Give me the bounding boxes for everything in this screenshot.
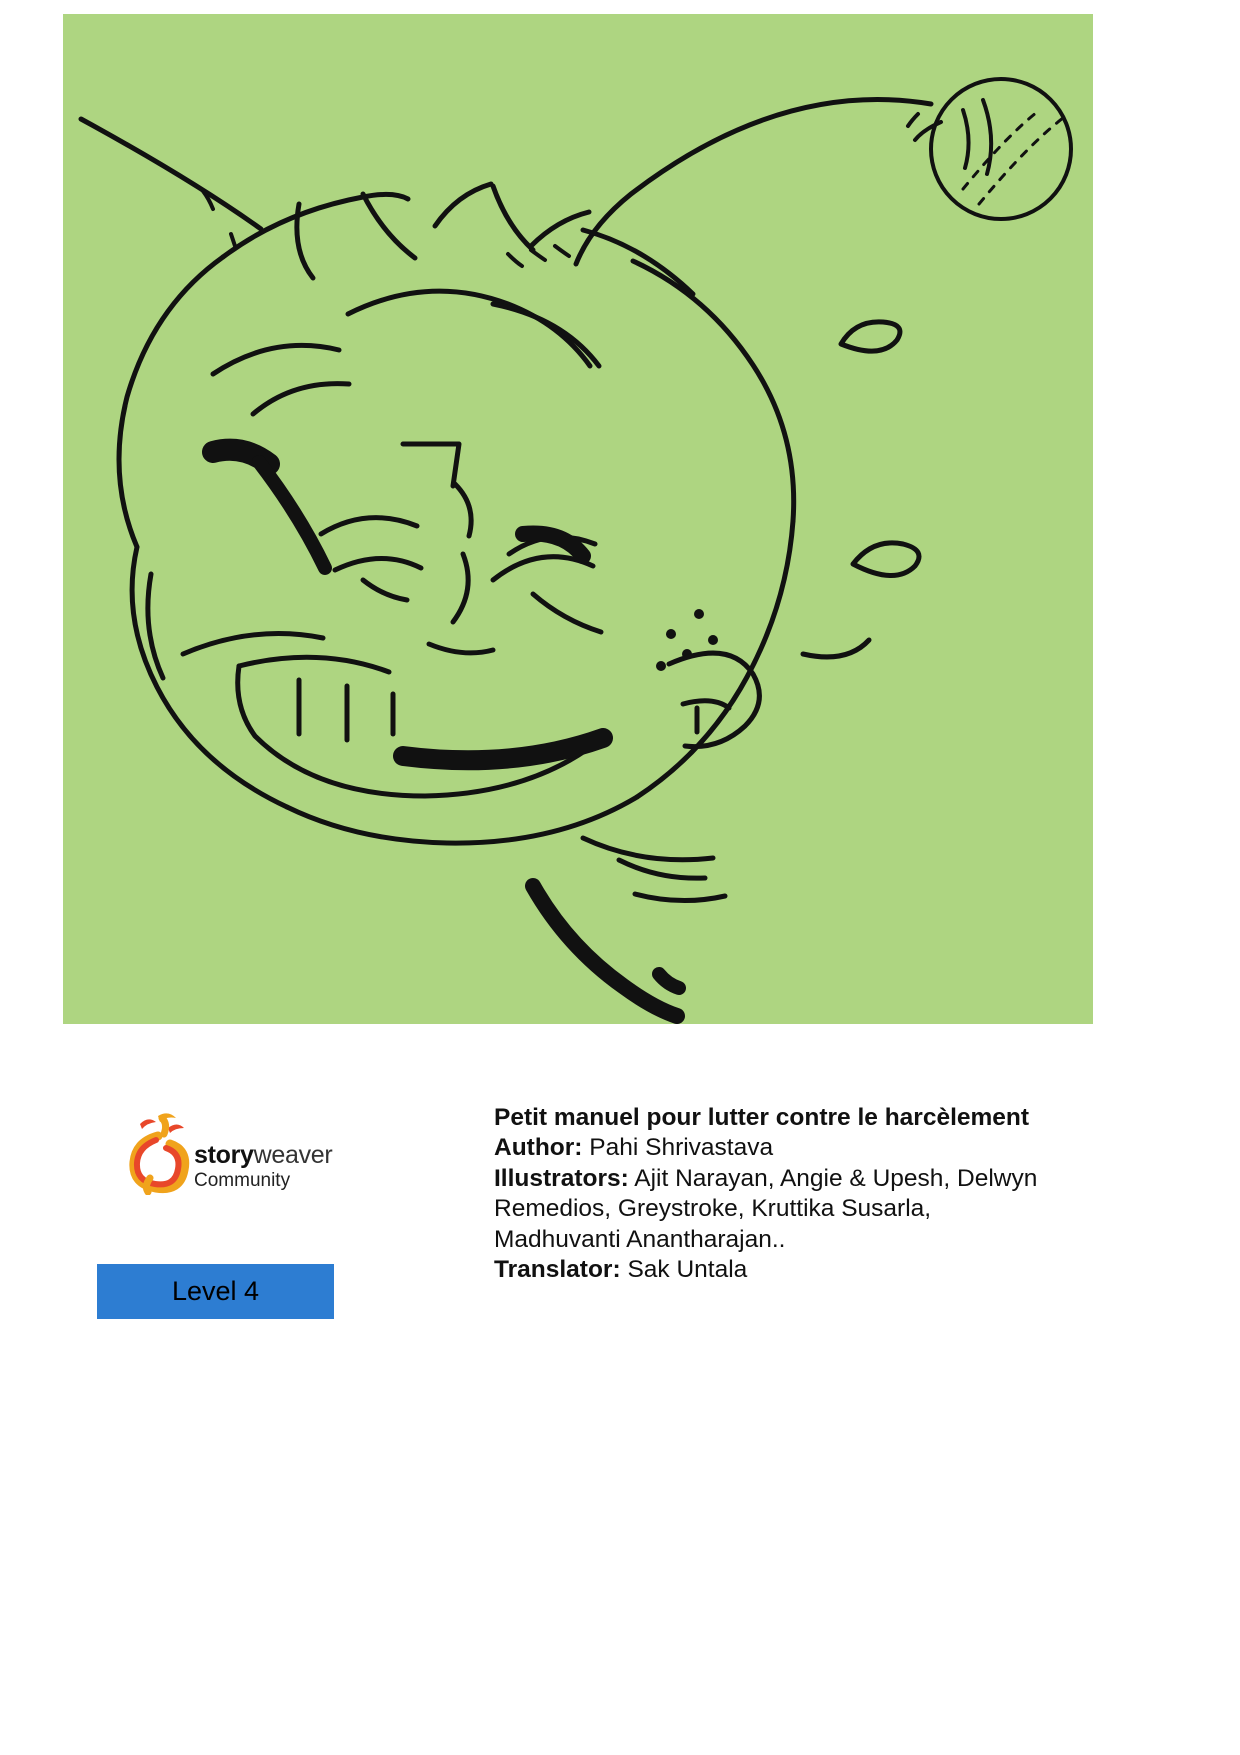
level-label: Level 4 [171,1276,260,1306]
logo-name-light: weaver [253,1141,333,1169]
cover-illustration [63,14,1093,1024]
illustrators-label: Illustrators: [494,1164,629,1192]
author-value: Pahi Shrivastava [589,1134,774,1162]
translator-label: Translator: [494,1255,621,1283]
storyweaver-wordmark [194,1142,332,1192]
book-title: Petit manuel pour lutter contre le harcèlement [494,1104,1030,1131]
illustrators-value: Ajit Narayan, Angie & Upesh, Delwyn Remedios, Greystroke, Kruttika Susarla, Madhuvanti Anantharajan.. [494,1164,1038,1253]
author-row [494,1133,1054,1163]
credits-block [494,1103,1054,1285]
storyweaver-flame-icon [124,1110,194,1195]
footer [0,1085,1240,1345]
level-badge [97,1264,334,1319]
illustrators-row [494,1164,1054,1255]
logo-name-bold: story [194,1141,254,1169]
author-label: Author: [494,1134,583,1162]
translator-value: Sak Untala [627,1255,748,1283]
storyweaver-logo [112,1100,342,1215]
logo-subtitle: Community [194,1170,291,1191]
translator-row [494,1255,1054,1285]
